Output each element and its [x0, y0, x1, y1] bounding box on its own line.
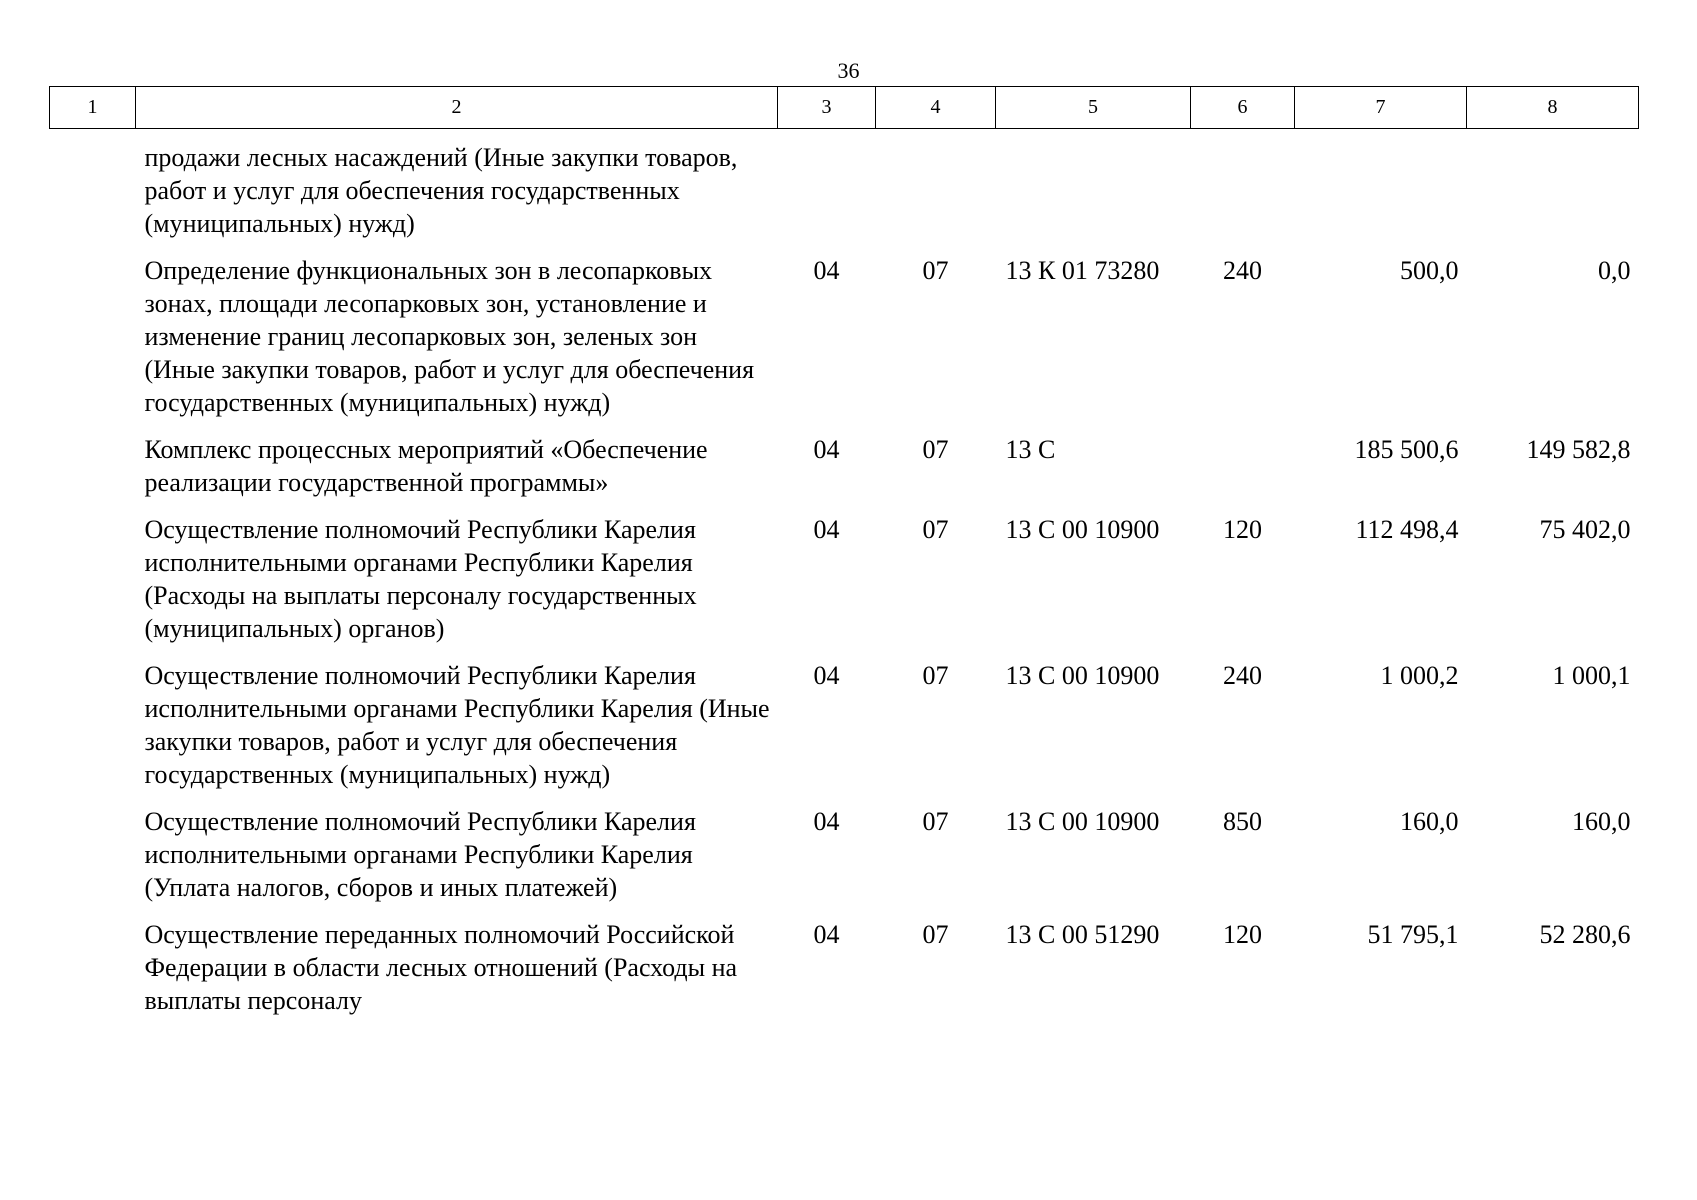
expense-type-cell [1191, 433, 1295, 513]
column-header: 2 [136, 87, 778, 129]
expense-type-cell: 120 [1223, 920, 1262, 949]
sum-year2-cell [1467, 129, 1639, 255]
sum-year1-cell [1295, 129, 1467, 255]
subsection-cell: 07 [922, 661, 949, 690]
table-header [50, 87, 1639, 129]
column-header: 8 [1467, 87, 1639, 129]
expense-name-cell: Определение функциональных зон в лесопарковых зонах, площади лесопарковых зон, установление и изменение границ лесопарковых зон, зеленых зон (Иные закупки товаров, работ и услуг для обеспечения государственных (муниципальных) нужд) [144, 256, 755, 417]
section-cell [778, 129, 876, 255]
row-number-cell [50, 129, 136, 255]
expense-name-cell: Осуществление переданных полномочий Российской Федерации в области лесных отношений (Расходы на выплаты персоналу [144, 920, 738, 1015]
sum-year1-cell: 1 000,2 [1380, 661, 1459, 690]
sum-year2-cell: 0,0 [1598, 256, 1631, 285]
expense-name-cell: продажи лесных насаждений (Иные закупки товаров, работ и услуг для обеспечения государственных (муниципальных) нужд) [144, 143, 738, 238]
sum-year2-cell: 52 280,6 [1539, 920, 1631, 949]
table-body [50, 129, 1639, 1032]
expense-type-cell: 240 [1223, 661, 1262, 690]
sum-year1-cell: 500,0 [1400, 256, 1459, 285]
table-row [50, 433, 1639, 513]
target-article-cell: 13 К 01 73280 [1005, 256, 1160, 285]
subsection-cell: 07 [922, 256, 949, 285]
expense-type-cell: 120 [1223, 515, 1262, 544]
section-cell: 04 [813, 661, 840, 690]
row-number-cell [50, 918, 136, 1031]
column-header: 6 [1191, 87, 1295, 129]
section-cell: 04 [813, 807, 840, 836]
row-number-cell [50, 659, 136, 805]
section-cell: 04 [813, 920, 840, 949]
sum-year1-cell: 185 500,6 [1354, 435, 1459, 464]
table-row [50, 254, 1639, 433]
section-cell: 04 [813, 256, 840, 285]
row-number-cell [50, 433, 136, 513]
row-number-cell [50, 254, 136, 433]
expense-name-cell: Осуществление полномочий Республики Карелия исполнительными органами Республики Карелия (Уплата налогов, сборов и иных платежей) [144, 807, 696, 902]
sum-year2-cell: 160,0 [1572, 807, 1631, 836]
sum-year1-cell: 160,0 [1400, 807, 1459, 836]
column-number-row [50, 87, 1639, 129]
sum-year2-cell: 149 582,8 [1526, 435, 1631, 464]
sum-year1-cell: 112 498,4 [1355, 515, 1459, 544]
sum-year2-cell: 1 000,1 [1552, 661, 1631, 690]
column-header: 5 [996, 87, 1191, 129]
subsection-cell: 07 [922, 435, 949, 464]
table-row [50, 918, 1639, 1031]
expense-type-cell [1191, 129, 1295, 255]
subsection-cell: 07 [922, 920, 949, 949]
table-row [50, 659, 1639, 805]
expense-type-cell: 240 [1223, 256, 1262, 285]
column-header: 4 [876, 87, 996, 129]
sum-year1-cell: 51 795,1 [1367, 920, 1459, 949]
row-number-cell [50, 513, 136, 659]
target-article-cell: 13 С 00 10900 [1005, 807, 1160, 836]
column-header: 1 [50, 87, 136, 129]
target-article-cell: 13 С 00 10900 [1005, 661, 1160, 690]
page-number: 36 [837, 58, 860, 83]
table-row [50, 513, 1639, 659]
column-header: 3 [778, 87, 876, 129]
section-cell: 04 [813, 435, 840, 464]
subsection-cell [876, 129, 996, 255]
subsection-cell: 07 [922, 515, 949, 544]
target-article-cell [996, 129, 1191, 255]
expense-name-cell: Комплекс процессных мероприятий «Обеспечение реализации государственной программы» [144, 435, 708, 497]
target-article-cell: 13 С 00 51290 [1005, 920, 1160, 949]
section-cell: 04 [813, 515, 840, 544]
column-header: 7 [1295, 87, 1467, 129]
subsection-cell: 07 [922, 807, 949, 836]
table-row [50, 129, 1639, 255]
target-article-cell: 13 С 00 10900 [1005, 515, 1160, 544]
row-number-cell [50, 805, 136, 918]
expense-name-cell: Осуществление полномочий Республики Карелия исполнительными органами Республики Карелия (Иные закупки товаров, работ и услуг для обеспечения государственных (муниципальных) нужд) [144, 661, 770, 789]
target-article-cell: 13 С [1005, 435, 1056, 464]
table-row [50, 805, 1639, 918]
expense-type-cell: 850 [1223, 807, 1262, 836]
budget-table [49, 86, 1639, 1031]
expense-name-cell: Осуществление полномочий Республики Карелия исполнительными органами Республики Карелия (Расходы на выплаты персоналу государственных (муниципальных) органов) [144, 515, 697, 643]
sum-year2-cell: 75 402,0 [1539, 515, 1631, 544]
